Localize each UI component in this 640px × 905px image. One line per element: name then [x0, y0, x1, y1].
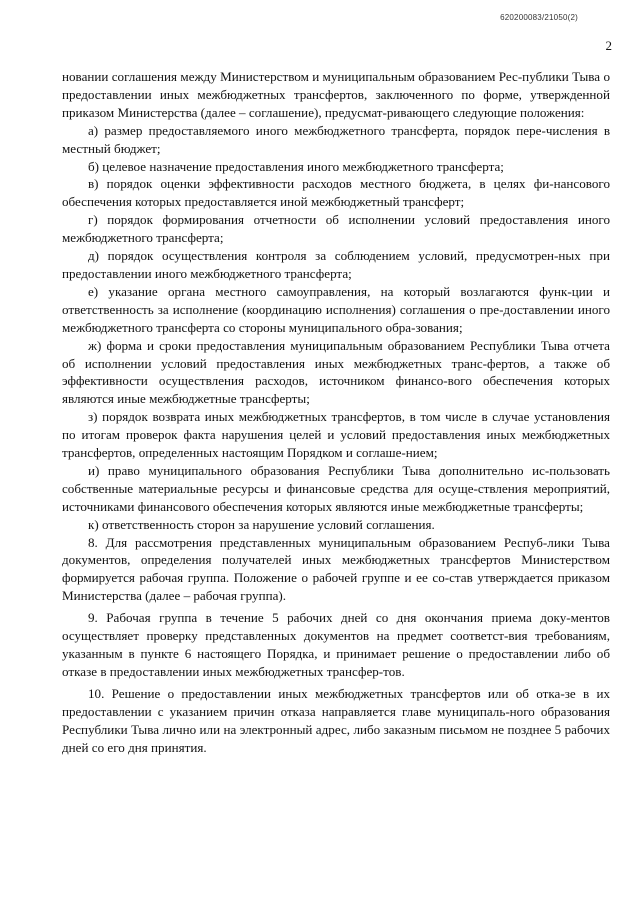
list-item-v: в) порядок оценки эффективности расходов местного бюджета, в целях фи-нансового обеспечения которых предоставляется иной межбюджетный трансферт;	[62, 176, 610, 210]
list-item-a: а) размер предоставляемого иного межбюджетного трансферта, порядок пере-числения в местный бюджет;	[62, 122, 610, 156]
clause-10: 10. Решение о предоставлении иных межбюджетных трансфертов или об отка-зе в их предоставлении с указанием причин отказа направляется главе муниципаль-ного образования Республики Тыва лично или на электронный адрес, либо заказным письмом не позднее 5 рабочих дней со его дня принятия.	[62, 685, 610, 755]
list-item-e: е) указание органа местного самоуправления, на который возлагаются функ-ции и ответственность за исполнение (координацию исполнения) соглашения о пре-доставлении иного межбюджетного трансферта со стороны муниципального обра-зования;	[62, 283, 610, 335]
document-body	[62, 68, 610, 756]
list-item-k: к) ответственность сторон за нарушение условий соглашения.	[88, 516, 435, 532]
paragraph-intro-continuation: новании соглашения между Министерством и муниципальным образованием Рес-публики Тыва о предоставлении иных межбюджетных трансфертов, заключенного по форме, утвержденной приказом Министерства (далее – соглашение), предусмат-ривающего следующие положения:	[62, 69, 610, 120]
list-item-z: з) порядок возврата иных межбюджетных трансфертов, в том числе в случае установления по итогам проверок факта нарушения целей и условий предоставления иных межбюджетных трансфертов, определенных настоящим Порядком и соглаше-нием;	[62, 409, 610, 461]
list-item-g: г) порядок формирования отчетности об исполнении условий предоставления иного межбюджетного трансферта;	[62, 212, 610, 246]
clause-8: 8. Для рассмотрения представленных муниципальным образованием Респуб-лики Тыва документов, определения получателей иных межбюджетных трансфертов Министерством формируется рабочая группа. Положение о рабочей группе и ее со-став утверждается приказом Министерства (далее – рабочая группа).	[62, 534, 610, 604]
list-item-d: д) порядок осуществления контроля за соблюдением условий, предусмотрен-ных при предоставлении иного межбюджетного трансферта;	[62, 248, 610, 281]
list-item-zh: ж) форма и сроки предоставления муниципальным образованием Республики Тыва отчета об исполнении условий предоставления иных межбюджетных транс-фертов, а также об эффективности осуществления расходов, источником финансо-вого обеспечения которых являются иные межбюджетные трансферты;	[62, 337, 610, 407]
list-item-b: б) целевое назначение предоставления иного межбюджетного трансферта;	[88, 158, 504, 174]
page-number: 2	[605, 38, 612, 53]
list-item-i: и) право муниципального образования Республики Тыва дополнительно ис-пользовать собственные материальные ресурсы и финансовые средства для осуще-ствления мероприятий, источниками финансового обеспечения которых являются иные межбюджетные трансферты;	[62, 462, 610, 514]
document-id: 620200083/21050(2)	[500, 13, 578, 22]
clause-9: 9. Рабочая группа в течение 5 рабочих дней со дня окончания приема доку-ментов осуществляет проверку представленных документов на предмет соответст-вия требованиям, указанным в пункте 6 настоящего Порядка, и принимает решение о предоставлении либо об отказе в предоставлении иных межбюджетных трансфер-тов.	[62, 610, 610, 679]
